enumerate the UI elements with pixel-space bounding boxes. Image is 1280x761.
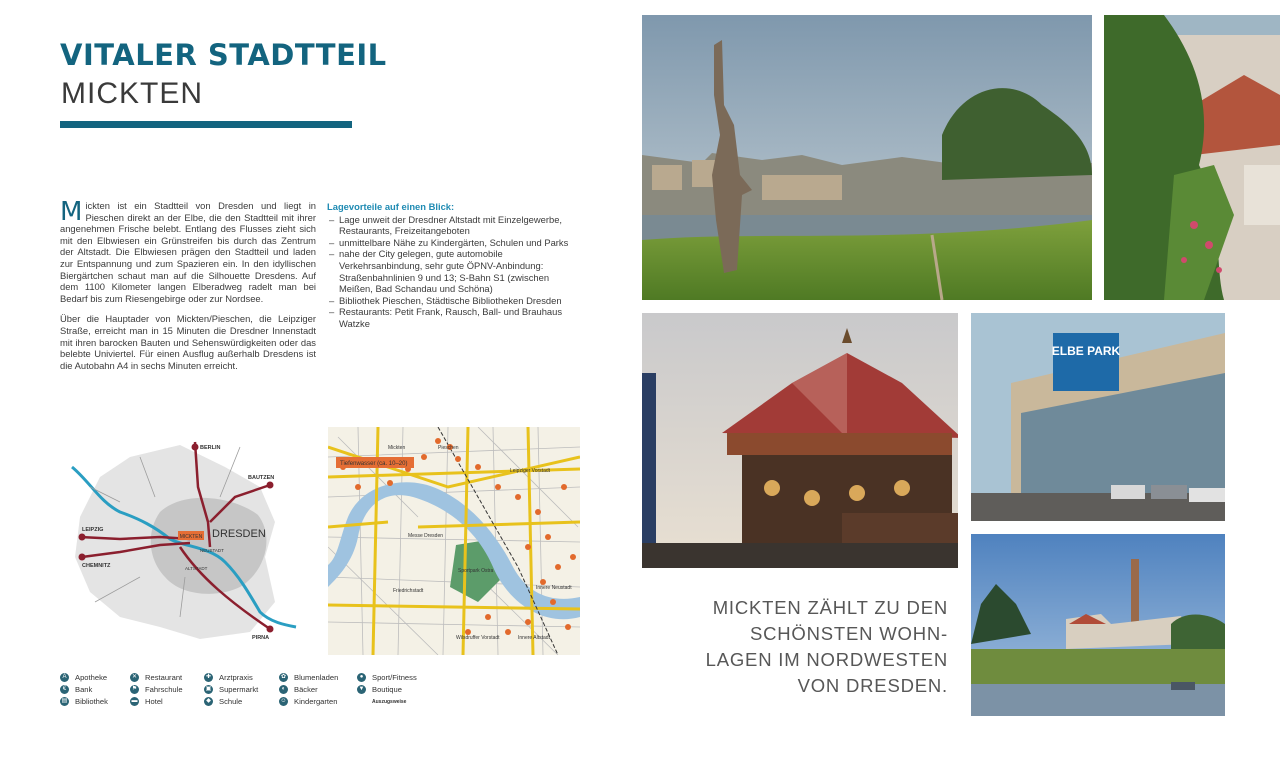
bank-icon: € <box>60 685 69 694</box>
legend-item: ▼ Boutique <box>358 685 402 694</box>
page-title: VITALER STADTTEIL <box>60 38 387 72</box>
photo-elbepark <box>971 313 1225 521</box>
quote-line: MICKTEN ZÄHLT ZU DEN <box>712 597 948 618</box>
legend-item: ✚ Arztpraxis <box>205 673 253 682</box>
quote-line: VON DRESDEN. <box>797 675 948 696</box>
library-icon: ▤ <box>61 698 68 704</box>
sport-icon: ● <box>357 673 366 682</box>
regional-map <box>60 427 300 649</box>
city-map-label-mickten: Mickten <box>388 445 406 451</box>
intro-text <box>60 197 316 380</box>
bakery-icon: ◐ <box>279 685 288 694</box>
legend-item: ⚑ Fahrschule <box>131 685 183 694</box>
hotel-icon: ▬ <box>131 698 138 704</box>
map-label-mickten: MICKTEN <box>179 534 203 540</box>
city-map-label-pieschen: Pieschen <box>438 445 459 451</box>
legend-item: ▤ Bibliothek <box>61 697 108 706</box>
photo-elbe-meadow <box>642 15 1092 300</box>
benefit-item: – nahe der City gelegen, gute automobile Verkehrsanbindung, sehr gute ÖPNV-Anbindung: Straßenbahnlinien 9 und 13; S-Bahn S1 (zwischen Meißen, Bad Schandau und Schöna) <box>327 248 582 294</box>
legend-item: ✕ Restaurant <box>131 673 183 682</box>
title-underline <box>60 121 352 128</box>
map-label-altstadt: ALTSTADT <box>185 566 208 571</box>
legend-item: ◐ Bäcker <box>279 685 318 694</box>
elbepark-sign <box>1053 333 1119 391</box>
intro-paragraph-1 <box>60 197 316 304</box>
legend-item: € Bank <box>60 685 92 694</box>
doctor-icon: ✚ <box>205 674 212 680</box>
driving-school-icon: ⚑ <box>131 686 138 692</box>
pharmacy-icon: A <box>60 673 69 682</box>
legend-item: A Apotheke <box>60 673 107 682</box>
map-label-berlin: BERLIN <box>200 445 221 451</box>
city-map-label-leipziger-vorstadt: Leipziger Vorstadt <box>510 468 551 474</box>
photo-carousel <box>642 313 958 568</box>
kindergarten-icon: ☺ <box>280 698 287 704</box>
intro-paragraph-1-text: ickten ist ein Stadtteil von Dresden und liegt in Pieschen direkt an der Elbe, die den Stadtteil mit ihrer angenehmen Frische belebt. Entlang des Flusses zieht sich mit den Elbwiesen ein Grünstreifen bis durch das Zentrum der Altstadt. Die Elbwiesen prägen den Stadtteil und laden zur Entspannung und zum Spazieren ein. In den idyllischen Biergärtchen schaut man auf die Silhouette Dresdens. Auf dem 1100 Kilometer langen Elberadweg radelt man bei Bedarf bis zum Riesengebirge oder zur Nordsee. <box>60 200 316 304</box>
benefits-section <box>327 201 582 330</box>
map-label-chemnitz: CHEMNITZ <box>82 563 111 569</box>
map-legend <box>60 673 460 713</box>
intro-paragraph-2: Über die Hauptader von Mickten/Pieschen, die Leipziger Straße, erreicht man in 15 Minuten die Dresdner Innenstadt mit ihren barocken Bauten und Sehenswürdigkeiten oder das belebte Univiertel. Für einen Ausflug außerhalb Dresdens ist die Autobahn A4 in sechs Minuten erreicht. <box>60 313 316 371</box>
boutique-icon: ▼ <box>358 686 365 692</box>
legend-item: ◆ Schule <box>204 697 242 706</box>
map-label-bautzen: BAUTZEN <box>248 475 275 481</box>
city-map-badge-label: Tiefenwasser (ca. 10–20) <box>340 461 408 467</box>
legend-item: ● Sport/Fitness <box>357 673 417 682</box>
quote-line: SCHÖNSTEN WOHN- <box>749 623 948 644</box>
supermarket-icon: ▣ <box>205 686 212 692</box>
map-label-neustadt: NEUSTADT <box>200 548 224 553</box>
benefit-item: – unmittelbare Nähe zu Kindergärten, Schulen und Parks <box>327 237 582 249</box>
benefit-item: – Lage unweit der Dresdner Altstadt mit Einzelgewerbe, Restaurants, Freizeitangeboten <box>327 214 582 237</box>
city-map-label-messe: Messe Dresden <box>408 533 444 539</box>
legend-item: ☺ Kindergarten <box>280 697 338 706</box>
city-map-label-sportpark: Sportpark Ostra <box>458 568 494 574</box>
city-map <box>328 427 580 655</box>
quote-line: LAGEN IM NORDWESTEN <box>705 649 948 670</box>
city-map-label-friedrichstadt: Friedrichstadt <box>393 588 424 594</box>
elbepark-sign-text: ELBE PARK <box>1051 344 1121 358</box>
page-subtitle: MICKTEN <box>61 77 203 110</box>
legend-item: ✿ Blumenladen <box>280 673 339 682</box>
map-label-dresden: DRESDEN <box>212 528 266 540</box>
legend-item: ▬ Hotel <box>131 697 163 706</box>
legend-note: Auszugsweise <box>372 699 407 705</box>
city-map-label-wilsdruffer: Wilsdruffer Vorstadt <box>456 635 500 641</box>
photo-villa-garden <box>1104 15 1280 300</box>
pull-quote <box>690 595 948 699</box>
drop-cap: M <box>60 197 83 227</box>
photo-riverside-factory <box>971 534 1225 716</box>
benefit-item: – Bibliothek Pieschen, Städtische Bibliotheken Dresden <box>327 295 582 307</box>
map-label-leipzig: LEIPZIG <box>82 527 104 533</box>
map-label-pirna: PIRNA <box>252 635 270 641</box>
flower-shop-icon: ✿ <box>280 674 287 680</box>
city-map-label-innere-altstadt: Innere Altstadt <box>518 635 550 641</box>
benefit-item: – Restaurants: Petit Frank, Rausch, Ball- und Brauhaus Watzke <box>327 306 582 329</box>
benefits-heading: Lagevorteile auf einen Blick: <box>327 201 455 212</box>
school-icon: ◆ <box>204 697 213 706</box>
legend-item: ▣ Supermarkt <box>205 685 259 694</box>
benefits-list <box>327 214 582 330</box>
city-map-label-innere-neustadt: Innere Neustadt <box>536 585 572 591</box>
restaurant-icon: ✕ <box>131 674 138 680</box>
